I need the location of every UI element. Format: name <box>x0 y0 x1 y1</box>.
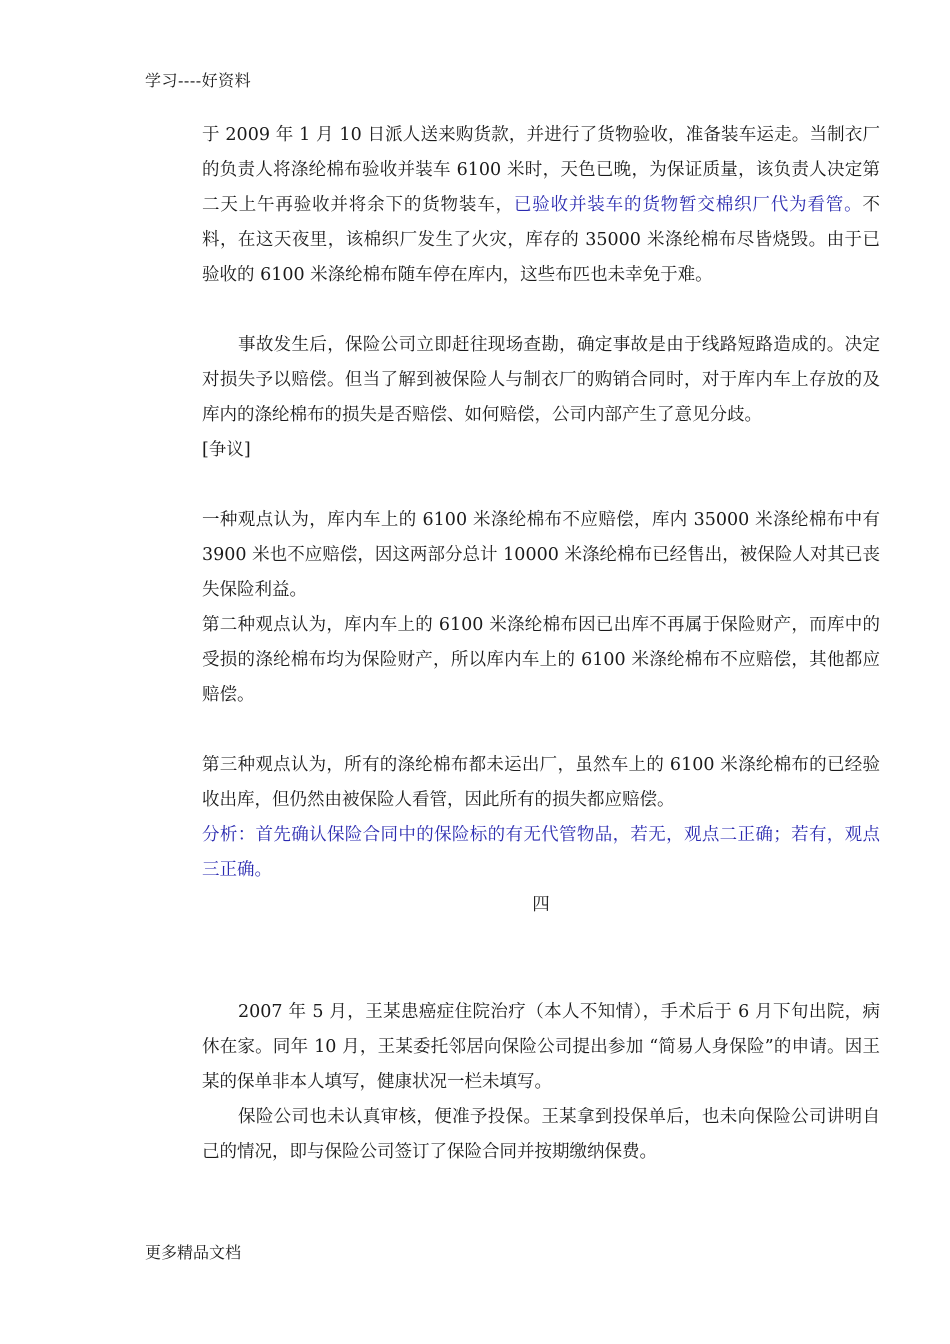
dispute-heading: [争议] <box>202 440 251 460</box>
paragraph-case-four-cont: 保险公司也未认真审核，便准予投保。王某拿到投保单后，也未向保险公司讲明自己的情况，即与保险公司签订了保险合同并按期缴纳保费。 <box>202 1107 880 1162</box>
paragraph-text: 不料，在这天夜里，该棉织厂发生了火灾，库存的 35000 米涤纶棉布尽皆烧毁。由于已验收的 6100 米涤纶棉布随车停在库内，这些布匹也未幸免于难。 <box>202 195 881 285</box>
page-header: 学习----好资料 <box>145 71 252 90</box>
paragraph-purchase-story <box>202 118 880 293</box>
paragraph-text: 于 2009 年 1 月 10 日派人送来购货款，并进行了货物验收，准备装车运走。当制衣厂的负责人将涤纶棉布验收并装车 6100 米时，天色已晚，为保证质量，该负责人决定第二天上午再验收并将余下的货物装车， <box>202 125 880 215</box>
paragraph-case-four: 2007 年 5 月，王某患癌症住院治疗（本人不知情），手术后于 6 月下旬出院，病休在家。同年 10 月，王某委托邻居向保险公司提出参加 “简易人身保险”的申请。因王某的保单非本人填写，健康状况一栏未填写。 <box>202 1002 880 1092</box>
paragraph-view-three: 第三种观点认为，所有的涤纶棉布都未运出厂，虽然车上的 6100 米涤纶棉布的已经验收出库，但仍然由被保险人看管，因此所有的损失都应赔偿。 <box>202 755 880 810</box>
section-number: 四 <box>532 895 550 915</box>
paragraph-view-two: 第二种观点认为，库内车上的 6100 米涤纶棉布因已出库不再属于保险财产，而库中的受损的涤纶棉布均为保险财产，所以库内车上的 6100 米涤纶棉布不应赔偿，其他都应赔偿。 <box>202 615 880 705</box>
paragraph-accident: 事故发生后，保险公司立即赶往现场查勘，确定事故是由于线路短路造成的。决定对损失予以赔偿。但当了解到被保险人与制衣厂的购销合同时，对于库内车上存放的及库内的涤纶棉布的损失是否赔偿、如何赔偿，公司内部产生了意见分歧。 <box>202 335 880 425</box>
paragraph-analysis: 分析：首先确认保险合同中的保险标的有无代管物品，若无，观点二正确；若有，观点三正确。 <box>202 825 880 880</box>
paragraph-view-one: 一种观点认为，库内车上的 6100 米涤纶棉布不应赔偿，库内 35000 米涤纶棉布中有 3900 米也不应赔偿，因这两部分总计 10000 米涤纶棉布已经售出，被保险人对其已丧失保险利益。 <box>202 510 880 600</box>
highlighted-text: 已验收并装车的货物暂交棉织厂代为看管。 <box>513 195 863 215</box>
page-footer: 更多精品文档 <box>145 1243 242 1262</box>
document-body <box>202 118 880 1170</box>
